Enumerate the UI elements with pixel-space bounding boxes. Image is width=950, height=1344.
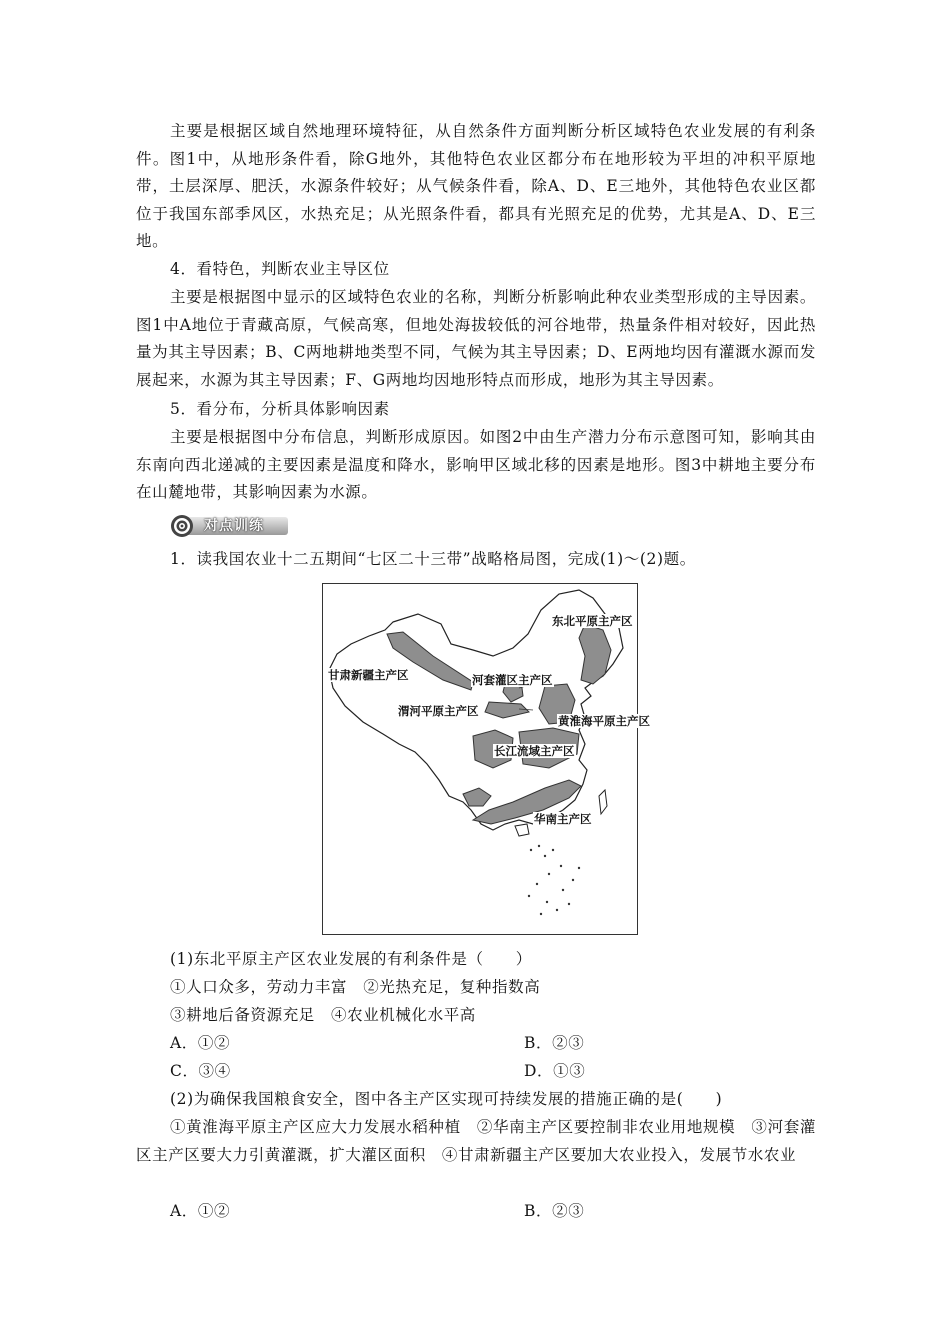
sub-question-1-stem: (1)东北平原主产区农业发展的有利条件是（ ） — [170, 950, 532, 968]
zone-dongbei — [579, 624, 611, 684]
sub-question-2-stem: (2)为确保我国粮食安全，图中各主产区实现可持续发展的措施正确的是( ) — [170, 1090, 723, 1108]
hainan-island — [515, 824, 529, 836]
map-drawing — [323, 584, 639, 936]
label-huanan: 华南主产区 — [534, 812, 592, 826]
label-huanghuaihai: 黄淮海平原主产区 — [558, 714, 650, 728]
question-1-stem: 1．读我国农业十二五期间“七区二十三带”战略格局图，完成(1)～(2)题。 — [170, 550, 696, 568]
label-dongbei: 东北平原主产区 — [552, 614, 633, 628]
heading-4: 4．看特色，判断农业主导区位 — [170, 260, 390, 278]
south-china-sea-islands — [528, 845, 580, 915]
paragraph-natural-conditions: 主要是根据区域自然地理环境特征，从自然条件方面判断分析区域特色农业发展的有利条件。图1中，从地形条件看，除G地外，其他特色农业区都分布在地形较为平坦的冲积平原地带，土层深厚、肥沃，水源条件较好；从气候条件看，除A、D、E三地外，其他特色农业区都位于我国东部季风区，水热充足；从光照条件看，都具有光照充足的优势，尤其是A、D、E三地。 — [136, 122, 816, 250]
taiwan-island — [599, 790, 607, 814]
sub-question-1-options-line1: ①人口众多，劳动力丰富 ②光热充足，复种指数高 — [170, 978, 541, 996]
sub-question-2-statements: ①黄淮海平原主产区应大力发展水稻种植 ②华南主产区要控制非农业用地规模 ③河套灌区主产区要大力引黄灌溉，扩大灌区面积 ④甘肃新疆主产区要加大农业投入，发展节水农业 — [136, 1118, 816, 1164]
choice-1-A[interactable]: A．①② — [170, 1034, 231, 1052]
section-badge — [170, 514, 288, 538]
zone-weihe — [485, 702, 529, 718]
zone-southwest — [463, 788, 491, 806]
label-weihe: 渭河平原主产区 — [398, 704, 479, 718]
choice-2-B[interactable]: B．②③ — [524, 1202, 585, 1220]
label-changjiang: 长江流域主产区 — [494, 744, 575, 758]
china-agriculture-map — [322, 583, 650, 935]
sub-question-1-options-line2: ③耕地后备资源充足 ④农业机械化水平高 — [170, 1006, 476, 1024]
choice-1-B[interactable]: B．②③ — [524, 1034, 585, 1052]
choice-2-A[interactable]: A．①② — [170, 1202, 231, 1220]
choice-1-C[interactable]: C．③④ — [170, 1062, 231, 1080]
label-gansu-xinjiang: 甘肃新疆主产区 — [328, 668, 409, 682]
heading-5: 5．看分布，分析具体影响因素 — [170, 400, 390, 418]
badge-label: 对点训练 — [204, 518, 264, 534]
label-hetao: 河套灌区主产区 — [472, 673, 553, 687]
target-icon — [170, 514, 194, 538]
choice-1-D[interactable]: D．①③ — [524, 1062, 586, 1080]
paragraph-dominant-factors: 主要是根据图中显示的区域特色农业的名称，判断分析影响此种农业类型形成的主导因素。图1中A地位于青藏高原，气候高寒，但地处海拔较低的河谷地带，热量条件相对较好，因此热量为其主导因素；B、C两地耕地类型不同，气候为其主导因素；D、E两地均因有灌溉水源而发展起来，水源为其主导因素；F、G两地均因地形特点而形成，地形为其主导因素。 — [136, 288, 816, 389]
paragraph-distribution: 主要是根据图中分布信息，判断形成原因。如图2中由生产潜力分布示意图可知，影响其由东南向西北递减的主要因素是温度和降水，影响甲区域北移的因素是地形。图3中耕地主要分布在山麓地带，其影响因素为水源。 — [136, 428, 816, 501]
